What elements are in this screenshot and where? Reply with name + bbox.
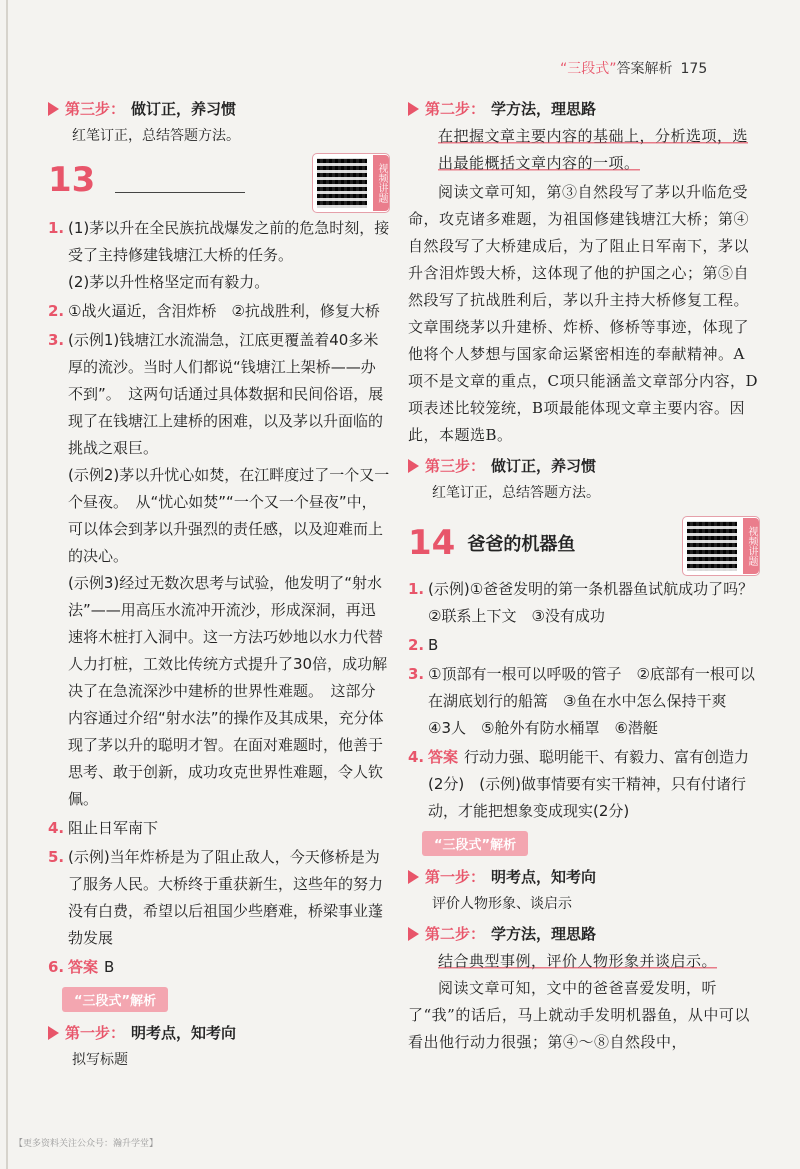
answer-1 bbox=[48, 215, 390, 296]
answer-6 bbox=[48, 954, 390, 981]
answer-number: 5. bbox=[48, 848, 65, 866]
answer-3 bbox=[408, 661, 760, 742]
step3-heading bbox=[48, 98, 390, 119]
step-body: 拟写标题 bbox=[72, 1052, 128, 1068]
answer-number: 1. bbox=[408, 580, 425, 598]
answer-line: (2)茅以升性格坚定而有毅力。 bbox=[68, 273, 270, 291]
answer-number: 3. bbox=[408, 665, 425, 683]
step-label: 第二步： bbox=[425, 925, 486, 943]
answer-text: (示例)当年炸桥是为了阻止敌人，今天修桥是为了服务人民。大桥终于重获新生，这些年的努力没有白费，希望以后祖国少些磨难，桥梁事业蓬勃发展 bbox=[68, 848, 384, 947]
step-title: 做订正，养习惯 bbox=[491, 457, 597, 475]
step1-heading bbox=[48, 1022, 390, 1043]
step-body: 红笔订正，总结答题方法。 bbox=[432, 485, 600, 501]
step-label: 第三步： bbox=[65, 100, 126, 118]
step-title: 做订正，养习惯 bbox=[131, 100, 237, 118]
qr-label: 视频讲题 bbox=[743, 518, 759, 574]
answer-number: 3. bbox=[48, 331, 65, 349]
arrow-icon bbox=[48, 1026, 59, 1040]
step-title: 明考点，知考向 bbox=[491, 868, 597, 886]
arrow-icon bbox=[408, 870, 419, 884]
step-label: 第一步： bbox=[65, 1024, 126, 1042]
arrow-icon bbox=[408, 102, 419, 116]
example-2: (示例2)茅以升忧心如焚，在江畔度过了一个又一个昼夜。 从“忧心如焚”“一个又一个昼夜”中，可以体会到茅以升强烈的责任感，以及迎难而上的决心。 bbox=[68, 466, 390, 565]
highlight-text bbox=[408, 948, 760, 975]
answer-text: ①战火逼近，含泪炸桥 ②抗战胜利，修复大桥 bbox=[68, 302, 380, 320]
answer-text: B bbox=[104, 958, 115, 976]
arrow-icon bbox=[48, 102, 59, 116]
example-1: (示例1)钱塘江水流湍急，江底更覆盖着40多米厚的流沙。当时人们都说“钱塘江上架桥——办不到”。 这两句话通过具体数据和民间俗语，展现了在钱塘江上建桥的困难，以及茅以升面临的挑战之艰巨。 bbox=[68, 331, 384, 457]
answer-number: 4. bbox=[48, 819, 65, 837]
answer-number: 4. bbox=[408, 748, 425, 766]
answer-4 bbox=[48, 815, 390, 842]
left-column bbox=[48, 92, 390, 1073]
analysis-badge: “三段式”解析 bbox=[62, 987, 168, 1012]
step-title: 学方法，理思路 bbox=[491, 100, 597, 118]
answer-2 bbox=[48, 298, 390, 325]
answer-1 bbox=[408, 576, 769, 630]
footer-note: 【更多资料关注公众号：瀚升学堂】 bbox=[14, 1139, 159, 1149]
highlight-text bbox=[408, 123, 760, 177]
step-label: 第一步： bbox=[425, 868, 486, 886]
answer-label: 答案 bbox=[68, 958, 99, 976]
step1-heading bbox=[408, 866, 760, 887]
highlight-span: 结合典型事例，评价人物形象并谈启示。 bbox=[438, 952, 718, 970]
title-blank-line bbox=[115, 192, 245, 193]
answer-number: 1. bbox=[48, 219, 65, 237]
analysis-body: 阅读文章可知，文中的爸爸喜爱发明，听了“我”的话后，马上就动手发明机器鱼，从中可以看出他行动力很强；第④～⑧自然段中， bbox=[408, 979, 750, 1051]
answer-text: ①顶部有一根可以呼吸的管子 ②底部有一根可以在湖底划行的船篙 ③鱼在水中怎么保持干爽 ④3人 ⑤舱外有防水桶罩 ⑥潜艇 bbox=[428, 665, 755, 737]
header-title: 答案解析 bbox=[616, 61, 673, 77]
answer-number: 2. bbox=[408, 636, 425, 654]
step2-heading bbox=[408, 98, 760, 119]
answer-text: 阻止日军南下 bbox=[68, 819, 159, 837]
page-edge bbox=[6, 0, 8, 1169]
example-3: (示例3)经过无数次思考与试验，他发明了“射水法”——用高压水流冲开流沙，形成深洞，再迅速将木桩打入洞中。这一方法巧妙地以水力代替人力打桩，工效比传统方式提升了30倍，成功解决了在急流深沙中建桥的世界性难题。 这部分内容通过介绍“射水法”的操作及其成果，充分体现了茅以升的聪明才智。在面对难题时，他善于思考、敢于创新，成功攻克世界性难题，令人钦佩。 bbox=[68, 574, 388, 808]
section-number: 14 bbox=[408, 523, 456, 563]
step-title: 学方法，理思路 bbox=[491, 925, 597, 943]
page-header bbox=[560, 58, 780, 84]
section-14-header bbox=[408, 516, 760, 570]
right-column bbox=[408, 92, 769, 1056]
step-body: 红笔订正，总结答题方法。 bbox=[72, 128, 240, 144]
section-13-header bbox=[48, 153, 390, 207]
answer-text: B bbox=[428, 636, 439, 654]
highlight-span: 在把握文章主要内容的基础上，分析选项，选出最能概括文章内容的一项。 bbox=[438, 127, 749, 172]
arrow-icon bbox=[408, 459, 419, 473]
answer-text: 行动力强、聪明能干、有毅力、富有创造力(2分) (示例)做事情要有实干精神，只有付诸行动，才能把想象变成现实(2分) bbox=[428, 748, 750, 820]
analysis-body: 阅读文章可知，第③自然段写了茅以升临危受命，攻克诸多难题，为祖国修建钱塘江大桥；第④自然段写了大桥建成后，为了阻止日军南下，茅以升含泪炸毁大桥，这体现了他的护国之心；第⑤自然段写了抗战胜利后，茅以升主持大桥修复工程。文章围绕茅以升建桥、炸桥、修桥等事迹，体现了他将个人梦想与国家命运紧密相连的奉献精神。A项不是文章的重点，C项只能涵盖文章部分内容，D项表述比较笼统，B项最能体现文章主要内容。因此，本题选B。 bbox=[408, 183, 759, 444]
step2-heading bbox=[408, 923, 760, 944]
step-title: 明考点，知考向 bbox=[131, 1024, 237, 1042]
qr-label: 视频讲题 bbox=[373, 155, 389, 211]
answer-5 bbox=[48, 844, 390, 952]
answer-number: 2. bbox=[48, 302, 65, 320]
arrow-icon bbox=[408, 927, 419, 941]
answer-3 bbox=[48, 327, 390, 813]
qr-code-card[interactable] bbox=[312, 153, 390, 213]
qr-code-icon[interactable] bbox=[687, 521, 737, 571]
answer-number: 6. bbox=[48, 958, 65, 976]
page-number: 175 bbox=[680, 61, 708, 77]
section-number: 13 bbox=[48, 160, 96, 200]
answer-label: 答案 bbox=[428, 748, 459, 766]
answer-2 bbox=[408, 632, 760, 659]
step-body: 评价人物形象、谈启示 bbox=[432, 896, 572, 912]
step-label: 第三步： bbox=[425, 457, 486, 475]
step3-heading bbox=[408, 455, 760, 476]
header-tag: “三段式” bbox=[560, 61, 617, 77]
qr-code-card[interactable] bbox=[682, 516, 760, 576]
section-title: 爸爸的机器鱼 bbox=[467, 534, 576, 555]
answer-text: (示例)①爸爸发明的第一条机器鱼试航成功了吗？ ②联系上下文 ③没有成功 bbox=[428, 580, 769, 625]
answer-line: (1)茅以升在全民族抗战爆发之前的危急时刻，接受了主持修建钱塘江大桥的任务。 bbox=[68, 219, 390, 264]
answer-4 bbox=[408, 744, 760, 825]
analysis-badge: “三段式”解析 bbox=[422, 831, 528, 856]
qr-code-icon[interactable] bbox=[317, 158, 367, 208]
step-label: 第二步： bbox=[425, 100, 486, 118]
